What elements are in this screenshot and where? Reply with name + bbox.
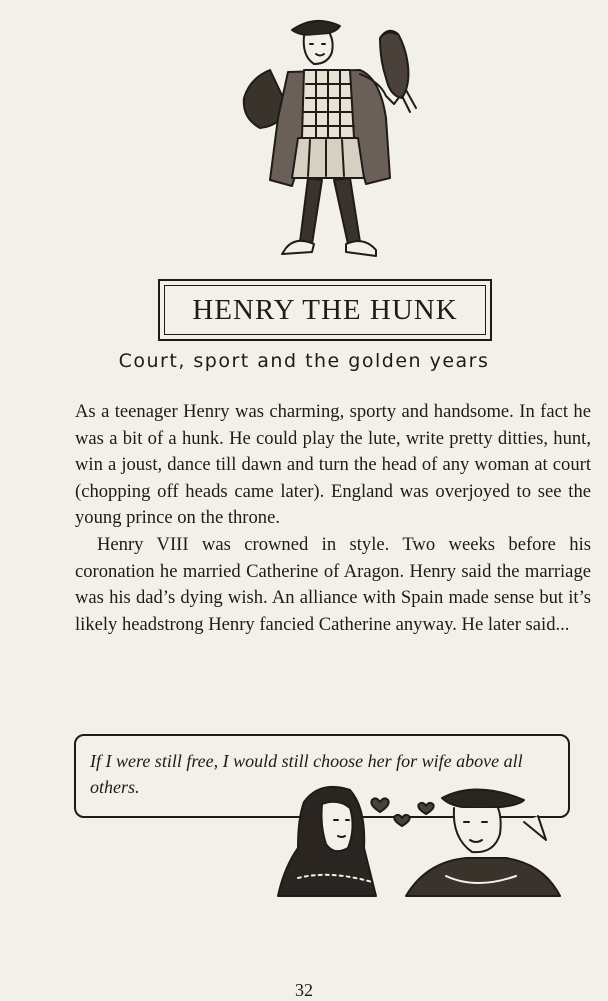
henry-and-catherine-illustration [276, 778, 576, 900]
paragraph-2: Henry VIII was crowned in style. Two weeks before his coronation he married Catherine of Aragon. Henry said the marriage was his dad’s dying wish. An alliance with Spain made sense but it’s likely headstrong Henry fancied Catherine anyway. He later said... [75, 533, 591, 635]
paragraph-1: As a teenager Henry was charming, sporty and handsome. In fact he was a bit of a hunk. He could play the lute, write pretty ditties, hunt, win a joust, dance till dawn and turn the head of any woman at court (chopping off heads came later). England was overjoyed to see the young prince on the throne. [75, 401, 591, 529]
body-text [75, 399, 591, 638]
chapter-title-box [158, 279, 492, 341]
henry-with-falcon-illustration [230, 8, 430, 263]
speech-bubble-quote: If I were still free, I would still choose her for wife above all others. [90, 751, 523, 797]
chapter-title: HENRY THE HUNK [192, 293, 458, 326]
chapter-subtitle: Court, sport and the golden years [118, 350, 490, 372]
page-number: 32 [295, 980, 313, 1000]
